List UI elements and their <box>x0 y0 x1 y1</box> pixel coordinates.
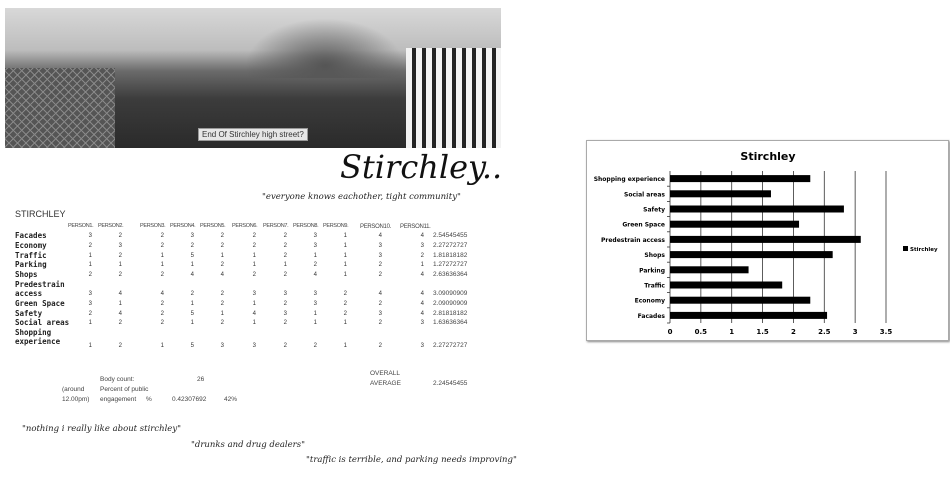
table-cell: 2 <box>378 300 382 307</box>
street-photo <box>5 8 501 148</box>
table-cell: 3 <box>252 291 256 297</box>
table-cell: 4 <box>118 291 122 297</box>
table-cell: 5 <box>190 310 194 317</box>
row-average: 2.63636364 <box>433 271 468 279</box>
legend-label: Stirchley <box>910 247 938 253</box>
table-cell: 5 <box>190 343 194 350</box>
table-cell: 3 <box>252 343 256 350</box>
column-header: PERSON5. <box>200 223 226 229</box>
row-average: 2.27272727 <box>433 241 468 249</box>
bar <box>670 236 861 243</box>
table-cell: 1 <box>118 300 122 307</box>
table-cell: 2 <box>190 242 194 249</box>
table-cell: 2 <box>220 242 224 249</box>
body-count: 26 <box>197 376 205 383</box>
table-cell: 1 <box>343 233 347 239</box>
row-label: Predestrain <box>15 280 65 289</box>
column-header: PERSON6. <box>232 223 258 229</box>
x-tick-label: 2 <box>790 328 796 336</box>
row-label: Facades <box>15 231 47 240</box>
time-label: (around <box>62 386 85 393</box>
x-tick-label: 1 <box>729 328 735 336</box>
table-cell: 2 <box>313 262 317 269</box>
page-title: Stirchley.. <box>340 148 503 186</box>
table-cell: 2 <box>378 262 382 269</box>
table-cell: 3 <box>313 233 317 239</box>
table-cell: 1 <box>343 272 347 279</box>
percent-label: engagement <box>100 396 137 403</box>
column-header: PERSON2. <box>98 223 124 229</box>
table-cell: 1 <box>88 320 92 327</box>
table-cell: 4 <box>420 291 424 297</box>
table-cell: 4 <box>420 272 424 279</box>
table-cell: 1 <box>420 262 424 269</box>
bar <box>670 312 827 319</box>
table-cell: 1 <box>190 300 194 307</box>
table-cell: 1 <box>160 343 164 350</box>
table-cell: 3 <box>313 291 317 297</box>
table-cell: 2 <box>160 272 164 279</box>
x-tick-label: 3.5 <box>879 328 893 336</box>
row-label: Traffic <box>15 250 47 260</box>
category-label: Predestrain access <box>600 236 665 244</box>
column-header: PERSON10. <box>360 224 391 230</box>
table-cell: 2 <box>160 310 164 317</box>
overall-average: 2.24545455 <box>433 380 468 387</box>
x-tick-label: 3 <box>852 328 858 336</box>
bar <box>670 251 833 258</box>
table-cell: 3 <box>88 291 92 297</box>
table-title: STIRCHLEY <box>15 209 66 219</box>
table-cell: 3 <box>283 310 287 317</box>
table-cell: 2 <box>283 242 287 249</box>
quote: "nothing i really like about stirchley" <box>22 424 182 434</box>
table-cell: 3 <box>190 233 194 239</box>
table-cell: 2 <box>88 242 92 249</box>
category-label: Facades <box>637 312 665 320</box>
x-tick-label: 0 <box>667 328 673 336</box>
bar-chart <box>586 140 949 341</box>
table-cell: 4 <box>220 272 224 279</box>
table-cell: 2 <box>378 272 382 279</box>
table-cell: 2 <box>190 291 194 297</box>
table-cell: 2 <box>118 343 122 350</box>
table-cell: 2 <box>88 310 92 317</box>
table-cell: 2 <box>118 252 122 259</box>
table-cell: 3 <box>378 242 382 249</box>
table-cell: 4 <box>420 310 424 317</box>
table-cell: 3 <box>420 242 424 249</box>
table-cell: 3 <box>420 343 424 350</box>
table-cell: 2 <box>220 262 224 269</box>
table-cell: 3 <box>313 300 317 307</box>
table-cell: 3 <box>88 233 92 239</box>
table-cell: 2 <box>343 300 347 307</box>
table-cell: 1 <box>343 343 347 350</box>
table-cell: 2 <box>283 272 287 279</box>
percent-label: Percent of public <box>100 386 149 393</box>
table-cell: 1 <box>313 252 317 259</box>
row-average: 2.27272727 <box>433 342 468 350</box>
table-cell: 1 <box>252 252 256 259</box>
category-label: Green Space <box>622 221 665 229</box>
bar <box>670 221 799 228</box>
table-cell: 2 <box>252 242 256 249</box>
table-cell: 1 <box>343 252 347 259</box>
table-cell: 2 <box>160 242 164 249</box>
table-cell: 2 <box>378 320 382 327</box>
photo-picket-fence <box>406 48 501 148</box>
row-label: Shops <box>15 270 38 280</box>
column-header: PERSON9. <box>323 223 349 229</box>
x-tick-label: 1.5 <box>756 328 769 336</box>
row-label: Economy <box>15 240 47 250</box>
photo-caption: End Of Stirchley high street? <box>198 128 308 141</box>
table-cell: 1 <box>343 242 347 249</box>
table-cell: 2 <box>88 272 92 279</box>
category-label: Economy <box>634 297 665 305</box>
table-cell: 1 <box>252 300 256 307</box>
bar <box>670 282 782 289</box>
table-cell: 1 <box>283 262 287 269</box>
table-cell: 1 <box>190 262 194 269</box>
row-label: Green Space <box>15 298 65 308</box>
column-header: PERSON8. <box>293 223 319 229</box>
table-cell: 4 <box>160 291 164 297</box>
legend-swatch <box>903 246 908 251</box>
table-cell: 4 <box>118 310 122 317</box>
bar <box>670 206 844 213</box>
table-cell: 4 <box>313 272 317 279</box>
row-average: 3.09090909 <box>433 290 468 297</box>
table-cell: 1 <box>343 320 347 327</box>
percent-value: 42% <box>224 396 238 403</box>
column-header: PERSON4. <box>170 223 196 229</box>
row-average: 1.81818182 <box>433 251 468 259</box>
row-label: access <box>15 289 43 298</box>
row-label: Social areas <box>15 318 70 328</box>
table-cell: 3 <box>378 252 382 259</box>
table-cell: 3 <box>220 343 224 350</box>
table-cell: 4 <box>420 233 424 239</box>
category-label: Social areas <box>624 191 665 199</box>
chart-title: Stirchley <box>740 150 796 163</box>
chart-svg <box>587 141 950 342</box>
row-average: 1.63636364 <box>433 319 468 327</box>
table-cell: 1 <box>88 343 92 350</box>
table-cell: 2 <box>283 300 287 307</box>
table-cell: 1 <box>160 262 164 269</box>
column-header: PERSON1. <box>68 223 94 229</box>
table-cell: 3 <box>118 242 122 249</box>
row-average: 2.81818182 <box>433 309 468 317</box>
table-cell: 2 <box>378 343 382 350</box>
column-header: PERSON11. <box>400 224 431 230</box>
category-label: Safety <box>643 206 665 214</box>
table-cell: 1 <box>160 252 164 259</box>
table-cell: 2 <box>220 300 224 307</box>
table-cell: 2 <box>283 252 287 259</box>
table-cell: 2 <box>118 320 122 327</box>
percent-raw: 0.42307692 <box>172 396 207 403</box>
table-cell: 4 <box>420 300 424 307</box>
quote: "everyone knows eachother, tight community" <box>262 192 461 202</box>
table-cell: 1 <box>252 320 256 327</box>
column-header: PERSON7. <box>263 223 289 229</box>
table-cell: 1 <box>118 262 122 269</box>
table-cell: 3 <box>313 242 317 249</box>
column-header: PERSON3. <box>140 223 166 229</box>
table-cell: 4 <box>378 233 382 239</box>
table-cell: 2 <box>252 272 256 279</box>
table-cell: 1 <box>190 320 194 327</box>
table-cell: 1 <box>313 320 317 327</box>
table-cell: 2 <box>313 343 317 350</box>
table-cell: 2 <box>160 300 164 307</box>
overall-label: AVERAGE <box>370 380 401 387</box>
table-cell: 4 <box>190 272 194 279</box>
photo-trees <box>245 18 405 78</box>
table-cell: 2 <box>252 233 256 239</box>
overall-label: OVERALL <box>370 370 400 377</box>
table-cell: 2 <box>160 320 164 327</box>
table-cell: 2 <box>283 343 287 350</box>
time-label: 12.00pm) <box>62 396 90 403</box>
bar <box>670 297 810 304</box>
row-average: 2.09090909 <box>433 299 468 307</box>
x-tick-label: 2.5 <box>818 328 831 336</box>
table-cell: 2 <box>160 233 164 239</box>
table-cell: 2 <box>283 233 287 239</box>
table-cell: 1 <box>220 252 224 259</box>
bar <box>670 175 810 182</box>
row-label: Parking <box>15 260 47 270</box>
category-label: Shops <box>644 252 665 260</box>
table-cell: 1 <box>88 262 92 269</box>
category-label: Parking <box>639 267 665 275</box>
table-cell: 4 <box>378 291 382 297</box>
table-cell: 1 <box>252 262 256 269</box>
table-cell: 1 <box>313 310 317 317</box>
category-label: Traffic <box>644 282 665 290</box>
table-cell: 3 <box>88 300 92 307</box>
table-cell: 1 <box>343 262 347 269</box>
percent-sign: % <box>146 396 152 403</box>
table-cell: 2 <box>220 320 224 327</box>
table-cell: 2 <box>220 291 224 297</box>
table-cell: 2 <box>118 272 122 279</box>
row-label: Shopping <box>15 328 52 338</box>
table-cell: 3 <box>378 310 382 317</box>
row-average: 1.27272727 <box>433 261 468 269</box>
row-average: 2.54545455 <box>433 232 468 239</box>
table-cell: 1 <box>220 310 224 317</box>
body-count-label: Body count: <box>100 376 135 383</box>
quote: "traffic is terrible, and parking needs improving" <box>306 455 517 465</box>
table-cell: 2 <box>220 233 224 239</box>
table-cell: 3 <box>420 320 424 327</box>
table-cell: 2 <box>283 320 287 327</box>
table-cell: 3 <box>283 291 287 297</box>
table-cell: 5 <box>190 252 194 259</box>
table-cell: 1 <box>88 252 92 259</box>
category-label: Shopping experience <box>593 176 665 184</box>
table-cell: 2 <box>118 233 122 239</box>
table-cell: 2 <box>343 291 347 297</box>
photo-wire-fence <box>5 68 115 148</box>
table-cell: 2 <box>343 310 347 317</box>
bar <box>670 266 749 273</box>
table-cell: 4 <box>252 310 256 317</box>
row-label: experience <box>15 337 61 347</box>
quote: "drunks and drug dealers" <box>191 440 306 450</box>
bar <box>670 190 771 197</box>
row-label: Safety <box>15 308 43 318</box>
x-tick-label: 0.5 <box>694 328 708 336</box>
table-cell: 2 <box>420 252 424 259</box>
